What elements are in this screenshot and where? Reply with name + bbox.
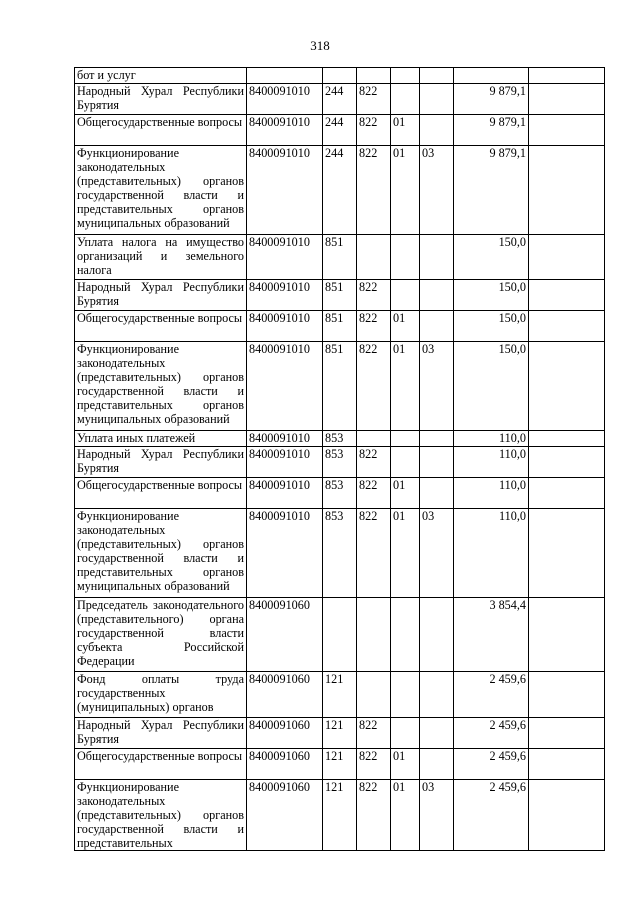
table-row (75, 311, 605, 342)
cell-target-code: 8400091010 (247, 280, 323, 311)
cell-name: Народный Хурал Республики Бурятия (75, 447, 247, 478)
cell-extra (529, 431, 605, 447)
cell-section: 01 (391, 115, 420, 146)
cell-target-code: 8400091060 (247, 598, 323, 672)
cell-amount: 9 879,1 (454, 84, 529, 115)
cell-name: Общегосударственные вопросы (75, 115, 247, 146)
cell-administrator: 822 (357, 84, 391, 115)
cell-name: Народный Хурал Республики Бурятия (75, 84, 247, 115)
cell-target-code: 8400091010 (247, 509, 323, 598)
table-row (75, 749, 605, 780)
cell-name: Фонд оплаты труда государственных (муниципальных) органов (75, 672, 247, 718)
cell-expense-type: 121 (323, 718, 357, 749)
cell-section (391, 68, 420, 84)
cell-amount: 110,0 (454, 431, 529, 447)
cell-amount: 2 459,6 (454, 749, 529, 780)
cell-section (391, 431, 420, 447)
cell-extra (529, 780, 605, 851)
table-row (75, 718, 605, 749)
cell-expense-type: 851 (323, 280, 357, 311)
cell-amount: 150,0 (454, 311, 529, 342)
cell-subsection (420, 68, 454, 84)
cell-target-code: 8400091010 (247, 342, 323, 431)
cell-section (391, 718, 420, 749)
cell-expense-type: 121 (323, 780, 357, 851)
cell-extra (529, 68, 605, 84)
cell-subsection (420, 478, 454, 509)
table-row (75, 598, 605, 672)
cell-expense-type: 853 (323, 509, 357, 598)
cell-expense-type: 851 (323, 235, 357, 280)
cell-name: Функционирование законодательных (представительных) органов государственной власти и представительных органов муниципальных образований (75, 342, 247, 431)
cell-extra (529, 598, 605, 672)
budget-table (74, 67, 605, 851)
page-number: 318 (310, 38, 330, 53)
cell-administrator: 822 (357, 342, 391, 431)
table-row (75, 68, 605, 84)
cell-expense-type: 853 (323, 447, 357, 478)
cell-extra (529, 84, 605, 115)
cell-subsection (420, 672, 454, 718)
cell-extra (529, 115, 605, 146)
cell-subsection (420, 280, 454, 311)
cell-administrator (357, 598, 391, 672)
cell-extra (529, 718, 605, 749)
cell-amount: 9 879,1 (454, 146, 529, 235)
cell-target-code: 8400091010 (247, 146, 323, 235)
cell-target-code: 8400091010 (247, 311, 323, 342)
cell-section: 01 (391, 311, 420, 342)
cell-extra (529, 749, 605, 780)
table-row (75, 146, 605, 235)
cell-amount: 110,0 (454, 447, 529, 478)
cell-target-code: 8400091060 (247, 780, 323, 851)
cell-amount: 110,0 (454, 509, 529, 598)
cell-section: 01 (391, 749, 420, 780)
cell-subsection (420, 447, 454, 478)
cell-administrator: 822 (357, 146, 391, 235)
cell-expense-type: 851 (323, 311, 357, 342)
table-row (75, 447, 605, 478)
cell-section: 01 (391, 478, 420, 509)
cell-amount: 150,0 (454, 280, 529, 311)
cell-name: Председатель законодательного (представительного) органа государственной власти субъекта Российской Федерации (75, 598, 247, 672)
cell-expense-type: 244 (323, 115, 357, 146)
cell-expense-type: 121 (323, 672, 357, 718)
table-body (75, 68, 605, 851)
cell-target-code: 8400091060 (247, 672, 323, 718)
cell-name: бот и услуг (75, 68, 247, 84)
cell-extra (529, 447, 605, 478)
cell-target-code: 8400091010 (247, 84, 323, 115)
cell-expense-type: 851 (323, 342, 357, 431)
cell-administrator: 822 (357, 478, 391, 509)
cell-target-code: 8400091010 (247, 115, 323, 146)
cell-amount: 2 459,6 (454, 672, 529, 718)
cell-section (391, 280, 420, 311)
cell-name: Уплата налога на имущество организаций и земельного налога (75, 235, 247, 280)
cell-extra (529, 478, 605, 509)
cell-section (391, 598, 420, 672)
cell-subsection: 03 (420, 780, 454, 851)
cell-name: Уплата иных платежей (75, 431, 247, 447)
cell-name: Функционирование законодательных (представительных) органов государственной власти и представительных органов муниципальных образований (75, 146, 247, 235)
cell-subsection (420, 718, 454, 749)
cell-expense-type: 244 (323, 84, 357, 115)
cell-amount (454, 68, 529, 84)
table-row (75, 431, 605, 447)
cell-administrator: 822 (357, 509, 391, 598)
cell-amount: 150,0 (454, 235, 529, 280)
cell-name: Общегосударственные вопросы (75, 749, 247, 780)
cell-administrator (357, 68, 391, 84)
cell-subsection (420, 749, 454, 780)
table-row (75, 280, 605, 311)
cell-name: Функционирование законодательных (представительных) органов государственной власти и представительных органов муниципальных образований (75, 509, 247, 598)
cell-subsection (420, 598, 454, 672)
cell-expense-type: 121 (323, 749, 357, 780)
cell-expense-type: 853 (323, 478, 357, 509)
cell-amount: 150,0 (454, 342, 529, 431)
table-row (75, 235, 605, 280)
cell-subsection: 03 (420, 509, 454, 598)
cell-expense-type (323, 598, 357, 672)
cell-target-code: 8400091060 (247, 749, 323, 780)
table-row (75, 478, 605, 509)
table-row (75, 115, 605, 146)
cell-subsection (420, 84, 454, 115)
cell-target-code: 8400091010 (247, 478, 323, 509)
cell-administrator: 822 (357, 718, 391, 749)
cell-name: Функционирование законодательных (представительных) органов государственной власти и представительных (75, 780, 247, 851)
cell-extra (529, 146, 605, 235)
cell-administrator (357, 672, 391, 718)
cell-subsection (420, 235, 454, 280)
cell-administrator: 822 (357, 280, 391, 311)
cell-administrator: 822 (357, 311, 391, 342)
cell-extra (529, 280, 605, 311)
cell-subsection (420, 311, 454, 342)
cell-extra (529, 311, 605, 342)
cell-section (391, 672, 420, 718)
cell-section: 01 (391, 146, 420, 235)
cell-target-code: 8400091010 (247, 447, 323, 478)
cell-administrator: 822 (357, 115, 391, 146)
cell-subsection: 03 (420, 146, 454, 235)
cell-extra (529, 509, 605, 598)
cell-administrator: 822 (357, 749, 391, 780)
cell-amount: 9 879,1 (454, 115, 529, 146)
cell-expense-type: 853 (323, 431, 357, 447)
cell-amount: 2 459,6 (454, 780, 529, 851)
cell-target-code: 8400091010 (247, 235, 323, 280)
cell-section (391, 84, 420, 115)
table-row (75, 84, 605, 115)
cell-section: 01 (391, 342, 420, 431)
cell-extra (529, 672, 605, 718)
cell-subsection (420, 115, 454, 146)
cell-section: 01 (391, 509, 420, 598)
cell-name: Общегосударственные вопросы (75, 478, 247, 509)
cell-expense-type (323, 68, 357, 84)
cell-subsection (420, 431, 454, 447)
cell-administrator: 822 (357, 780, 391, 851)
cell-section (391, 447, 420, 478)
cell-target-code: 8400091010 (247, 431, 323, 447)
table-row (75, 780, 605, 851)
cell-name: Народный Хурал Республики Бурятия (75, 280, 247, 311)
cell-extra (529, 342, 605, 431)
cell-expense-type: 244 (323, 146, 357, 235)
table-row (75, 342, 605, 431)
cell-target-code (247, 68, 323, 84)
cell-extra (529, 235, 605, 280)
cell-subsection: 03 (420, 342, 454, 431)
cell-section: 01 (391, 780, 420, 851)
cell-amount: 3 854,4 (454, 598, 529, 672)
cell-name: Народный Хурал Республики Бурятия (75, 718, 247, 749)
table-row (75, 509, 605, 598)
cell-administrator (357, 235, 391, 280)
cell-target-code: 8400091060 (247, 718, 323, 749)
cell-administrator (357, 431, 391, 447)
cell-amount: 2 459,6 (454, 718, 529, 749)
cell-amount: 110,0 (454, 478, 529, 509)
table-row (75, 672, 605, 718)
cell-section (391, 235, 420, 280)
cell-administrator: 822 (357, 447, 391, 478)
cell-name: Общегосударственные вопросы (75, 311, 247, 342)
